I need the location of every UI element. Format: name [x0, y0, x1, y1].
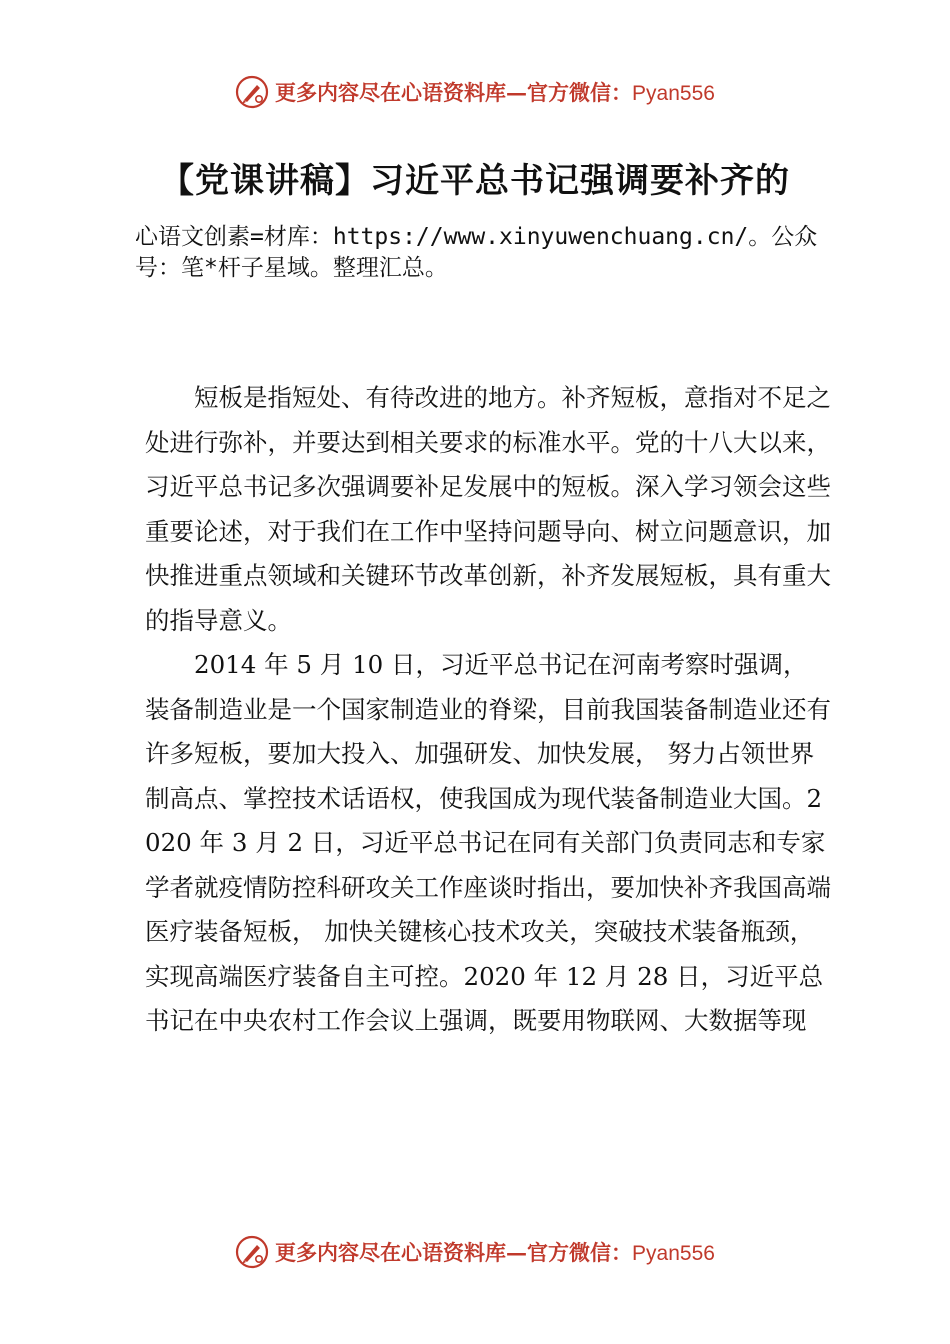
banner-wechat-id: Pyan556 [632, 1242, 715, 1265]
pen-logo-icon [235, 1235, 269, 1269]
document-body [145, 376, 835, 1044]
banner-text [275, 77, 715, 107]
footer-banner [0, 1232, 950, 1272]
paragraph: 2014 年 5 月 10 日，习近平总书记在河南考察时强调， 装备制造业是一个国家制造业的脊梁，目前我国装备制造业还有许多短板，要加大投入、加强研发、加快发展， 努力占领世界制高点、掌控技术话语权，使我国成为现代装备制造业大国。2020 年 3 月 2 日，习近平总书记在同有关部门负责同志和专家学者就疫情防控科研攻关工作座谈时指出，要加快补齐我国高端医疗装备短板， 加快关键核心技术攻关，突破技术装备瓶颈，实现高端医疗装备自主可控。2020 年 12 月 28 日，习近平总书记在中央农村工作会议上强调，既要用物联网、大数据等现 [145, 650, 831, 1035]
header-banner [0, 72, 950, 112]
document-title: 【党课讲稿】习近平总书记强调要补齐的 [160, 161, 790, 201]
banner-slogan: 更多内容尽在心语资料库—官方微信： [275, 80, 633, 105]
banner-slogan: 更多内容尽在心语资料库—官方微信： [275, 1240, 633, 1265]
banner-wechat-id: Pyan556 [632, 82, 715, 105]
pen-logo-icon [235, 75, 269, 109]
source-line: 心语文创素=材库：https://www.xinyuwenchuang.cn/。公众号：笔*杆子星域。整理汇总。 [135, 224, 818, 281]
banner-text [275, 1237, 715, 1267]
paragraph: 短板是指短处、有待改进的地方。补齐短板，意指对不足之处进行弥补，并要达到相关要求的标准水平。党的十八大以来，习近平总书记多次强调要补足发展中的短板。深入学习领会这些重要论述，对于我们在工作中坚持问题导向、树立问题意识，加快推进重点领域和关键环节改革创新，补齐发展短板，具有重大的指导意义。 [145, 383, 831, 635]
